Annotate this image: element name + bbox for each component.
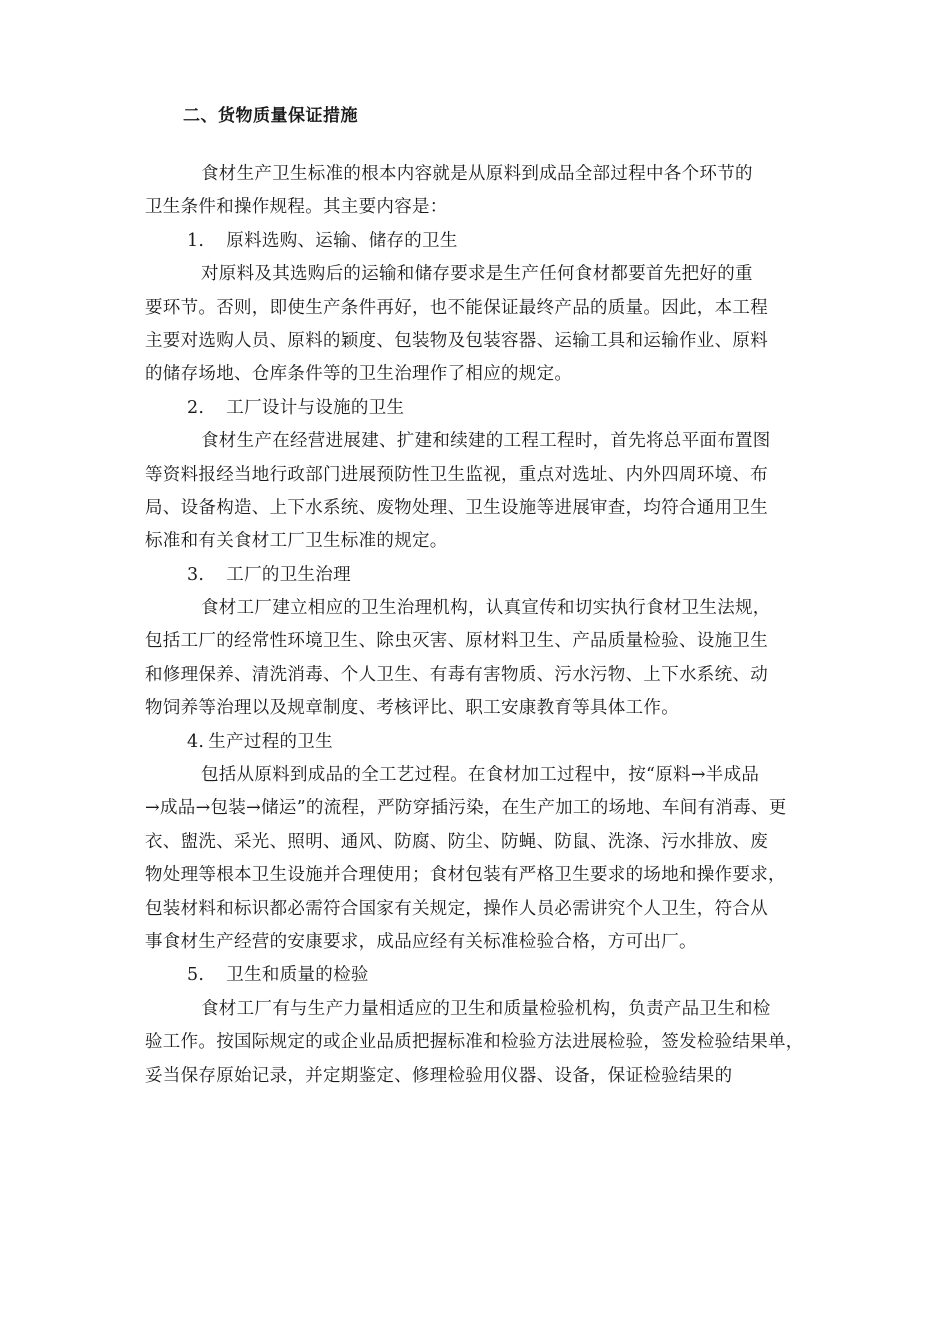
paragraph-line: 的储存场地、仓库条件等的卫生治理作了相应的规定。	[145, 364, 573, 385]
paragraph-first-line: 包括从原料到成品的全工艺过程。在食材加工过程中，按“原料→半成品	[201, 765, 760, 786]
body-text	[145, 158, 845, 1093]
numbered-item-heading	[145, 959, 845, 992]
paragraph-line: 事食材生产经营的安康要求，成品应经有关标准检验合格，方可出厂。	[145, 931, 697, 952]
paragraph-line: 卫生条件和操作规程。其主要内容是：	[145, 197, 448, 218]
numbered-item-heading	[145, 225, 845, 258]
paragraph-line: 要环节。否则，即使生产条件再好，也不能保证最终产品的质量。因此，本工程	[145, 297, 768, 318]
item-title: 生产过程的卫生	[208, 731, 333, 752]
paragraph-first-line: 食材工厂建立相应的卫生治理机构，认真宣传和切实执行食材卫生法规，	[201, 598, 771, 619]
paragraph-line: 主要对选购人员、原料的颖度、包装物及包装容器、运输工具和运输作业、原料	[145, 330, 768, 351]
numbered-item-heading	[145, 392, 845, 425]
item-title: 原料选购、运输、储存的卫生	[226, 230, 458, 251]
item-number: 5.	[187, 965, 205, 986]
paragraph-line: 物处理等根本卫生设施并合理使用；食材包装有严格卫生要求的场地和操作要求，	[145, 865, 786, 886]
paragraph-line: 包括工厂的经常性环境卫生、除虫灭害、原材料卫生、产品质量检验、设施卫生	[145, 631, 768, 652]
paragraph-line: 标准和有关食材工厂卫生标准的规定。	[145, 531, 448, 552]
paragraph-first-line: 对原料及其选购后的运输和储存要求是生产任何食材都要首先把好的重	[201, 264, 753, 285]
item-title: 工厂设计与设施的卫生	[226, 397, 405, 418]
numbered-item-heading	[145, 726, 845, 759]
paragraph-first-line: 食材生产在经营进展建、扩建和续建的工程工程时，首先将总平面布置图	[201, 431, 771, 452]
paragraph-line: 包装材料和标识都必需符合国家有关规定，操作人员必需讲究个人卫生，符合从	[145, 898, 768, 919]
item-number: 1.	[187, 230, 205, 251]
paragraph-first-line: 食材工厂有与生产力量相适应的卫生和质量检验机构，负责产品卫生和检	[201, 998, 771, 1019]
paragraph-line: 验工作。按国际规定的或企业品质把握标准和检验方法进展检验，签发检验结果单，	[145, 1032, 804, 1053]
paragraph-line: →成品→包装→储运”的流程，严防穿插污染，在生产加工的场地、车间有消毒、更	[145, 798, 787, 819]
item-title: 工厂的卫生治理	[226, 564, 351, 585]
section-heading: 二、货物质量保证措施	[183, 106, 358, 126]
item-number: 3.	[187, 564, 205, 585]
paragraph-line: 和修理保养、清洗消毒、个人卫生、有毒有害物质、污水污物、上下水系统、动	[145, 664, 768, 685]
paragraph-line: 妥当保存原始记录，并定期鉴定、修理检验用仪器、设备，保证检验结果的	[145, 1065, 733, 1086]
paragraph-line: 等资料报经当地行政部门进展预防性卫生监视，重点对选址、内外四周环境、布	[145, 464, 768, 485]
item-title: 卫生和质量的检验	[226, 965, 369, 986]
item-number: 2.	[187, 397, 205, 418]
paragraph-line: 衣、盥洗、采光、照明、通风、防腐、防尘、防蝇、防鼠、洗涤、污水排放、废	[145, 831, 768, 852]
paragraph-line: 物饲养等治理以及规章制度、考核评比、职工安康教育等具体工作。	[145, 698, 679, 719]
paragraph-line: 局、设备构造、上下水系统、废物处理、卫生设施等进展审查，均符合通用卫生	[145, 497, 768, 518]
paragraph-first-line: 食材生产卫生标准的根本内容就是从原料到成品全部过程中各个环节的	[201, 164, 753, 184]
numbered-item-heading	[145, 559, 845, 592]
item-number: 4.	[187, 731, 205, 752]
